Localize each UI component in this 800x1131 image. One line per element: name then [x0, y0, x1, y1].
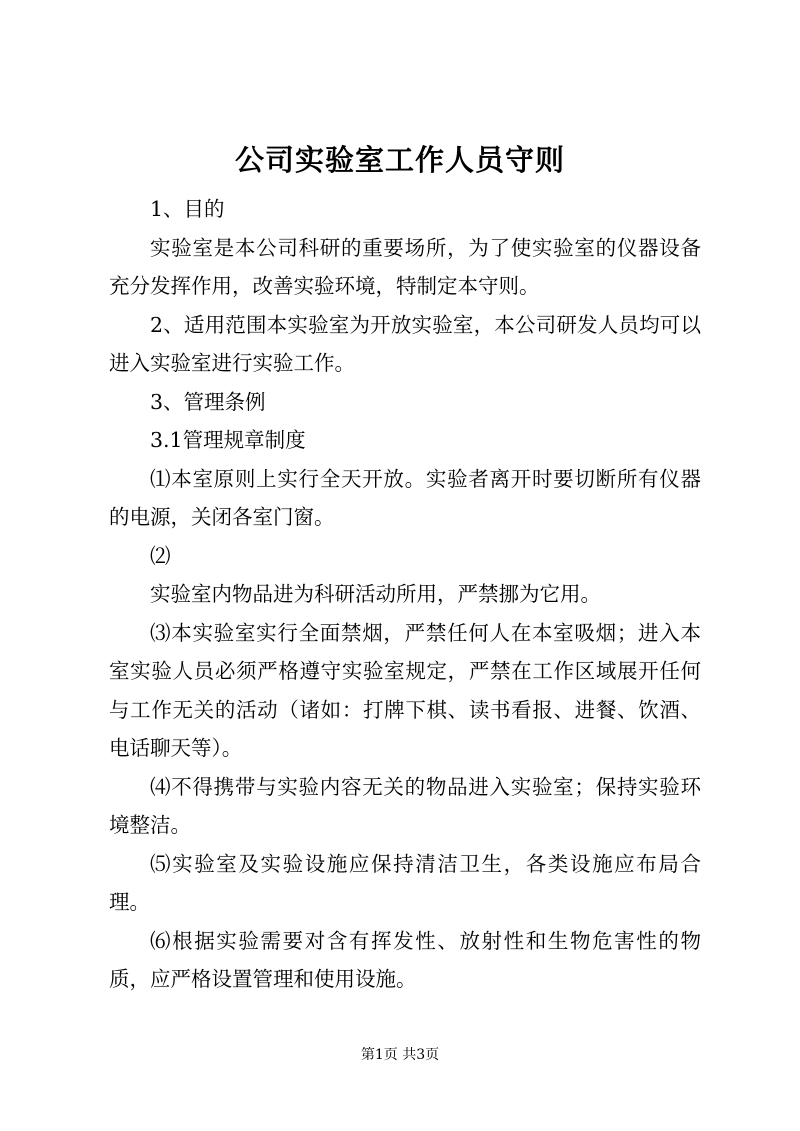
section-heading-purpose: 1、目的	[150, 197, 225, 221]
document-title: 公司实验室工作人员守则	[234, 143, 565, 177]
rule-item-4: ⑷不得携带与实验内容无关的物品进入实验室；保持实验环境整洁。	[109, 774, 701, 837]
rule-item-3: ⑶本实验室实行全面禁烟，严禁任何人在本室吸烟；进入本室实验人员必须严格遵守实验室规定，严禁在工作区域展开任何与工作无关的活动（诸如：打牌下棋、读书看报、进餐、饮酒、电话聊天等）。	[109, 620, 701, 760]
rule-item-2: 实验室内物品进为科研活动所用，严禁挪为它用。	[150, 582, 601, 606]
rule-item-2-number: ⑵	[150, 543, 171, 568]
page-footer: 第1页 共3页	[360, 1047, 440, 1063]
rule-item-6: ⑹根据实验需要对含有挥发性、放射性和生物危害性的物质，应严格设置管理和使用设施。	[109, 928, 701, 991]
rule-item-5: ⑸实验室及实验设施应保持清洁卫生，各类设施应布局合理。	[109, 851, 701, 914]
subsection-heading-regulations: 3.1管理规章制度	[150, 428, 306, 452]
rule-item-1: ⑴本室原则上实行全天开放。实验者离开时要切断所有仪器的电源，关闭各室门窗。	[109, 466, 701, 529]
paragraph-scope: 2、适用范围本实验室为开放实验室，本公司研发人员均可以进入实验室进行实验工作。	[109, 312, 701, 375]
document-body	[109, 190, 701, 999]
section-heading-rules: 3、管理条例	[150, 389, 266, 414]
paragraph-purpose: 实验室是本公司科研的重要场所，为了使实验室的仪器设备充分发挥作用，改善实验环境，特制定本守则。	[109, 235, 701, 298]
